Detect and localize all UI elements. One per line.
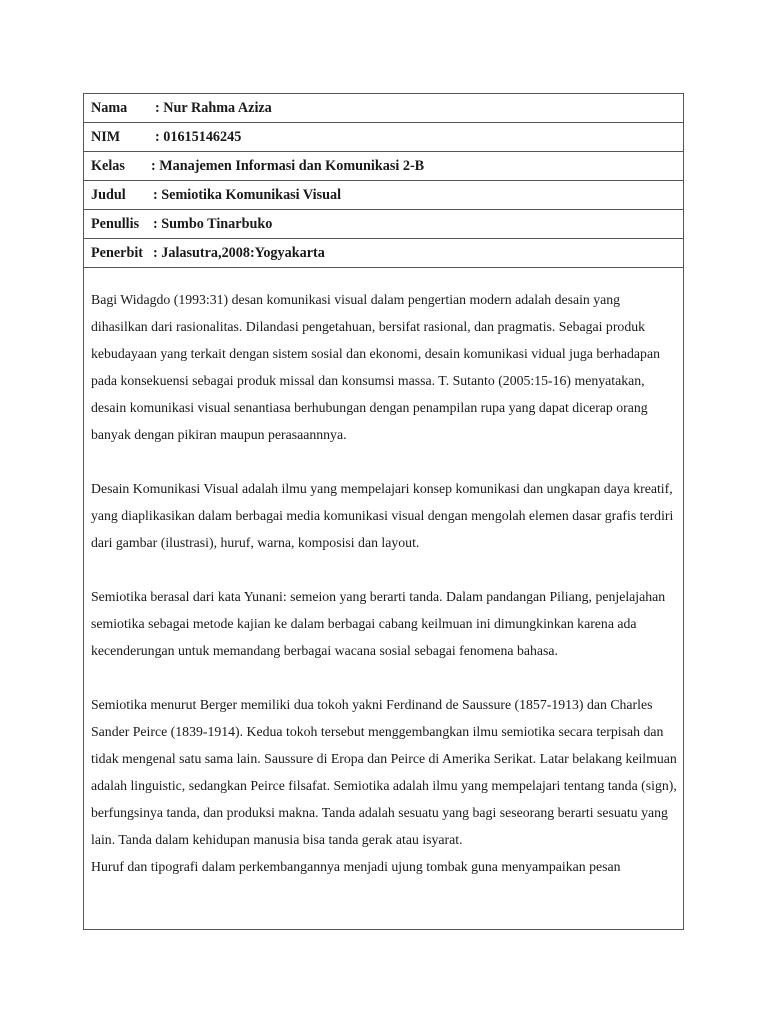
field-value: : Semiotika Komunikasi Visual <box>153 186 342 203</box>
field-row-penerbit <box>84 239 683 268</box>
paragraph: Huruf dan tipografi dalam perkembangannya menjadi ujung tombak guna menyampaikan pesan <box>91 859 621 874</box>
document-table <box>83 93 684 930</box>
field-row-penulis <box>84 210 683 239</box>
field-row-nama <box>84 94 683 123</box>
field-value: : 01615146245 <box>155 128 242 145</box>
paragraph: Semiotika berasal dari kata Yunani: semeion yang berarti tanda. Dalam pandangan Piliang, penjelajahan semiotika sebagai metode kajian ke dalam berbagai cabang keilmuan ini dimungkinkan karena ada kecenderungan untuk memandang berbagai wacana sosial sebagai fenomena bahasa. <box>91 589 666 658</box>
paragraph: Bagi Widagdo (1993:31) desan komunikasi visual dalam pengertian modern adalah desain yang dihasilkan dari rasionalitas. Dilandasi pengetahuan, bersifat rasional, dan pragmatis. Sebagai produk kebudayaan yang terkait dengan sistem sosial dan ekonomi, desain komunikasi vidual juga berhadapan pada konsekuensi sebagai produk missal dan konsumsi massa. T. Sutanto (2005:15-16) menyatakan, desain komunikasi visual senantiasa berhubungan dengan penampilan rupa yang dapat dicerap orang banyak dengan pikiran maupun perasaannnya. <box>91 292 660 442</box>
field-value: : Manajemen Informasi dan Komunikasi 2-B <box>151 157 425 174</box>
field-value: : Sumbo Tinarbuko <box>153 215 273 232</box>
field-value: : Nur Rahma Aziza <box>155 99 272 116</box>
field-row-judul <box>84 181 683 210</box>
field-label: NIM <box>91 128 121 145</box>
field-value: : Jalasutra,2008:Yogyakarta <box>153 244 325 261</box>
paragraph: Desain Komunikasi Visual adalah ilmu yang mempelajari konsep komunikasi dan ungkapan daya kreatif, yang diaplikasikan dalam berbagai media komunikasi visual dengan mengolah elemen dasar grafis terdiri dari gambar (ilustrasi), huruf, warna, komposisi dan layout. <box>91 481 674 550</box>
field-label: Penerbit <box>91 244 144 261</box>
field-label: Penullis <box>91 215 140 232</box>
field-label: Nama <box>91 99 128 116</box>
paragraph: Semiotika menurut Berger memiliki dua tokoh yakni Ferdinand de Saussure (1857-1913) dan Charles Sander Peirce (1839-1914). Kedua tokoh tersebut menggembangkan ilmu semiotika secara terpisah dan tidak mengenal satu sama lain. Saussure di Eropa dan Peirce di Amerika Serikat. Latar belakang keilmuan adalah linguistic, sedangkan Peirce filsafat. Semiotika adalah ilmu yang mempelajari tentang tanda (sign), berfungsinya tanda, dan produksi makna. Tanda adalah sesuatu yang bagi seseorang berarti sesuatu yang lain. Tanda dalam kehidupan manusia bisa tanda gerak atau isyarat. <box>91 697 677 847</box>
summary-body <box>84 268 683 880</box>
field-row-kelas <box>84 152 683 181</box>
field-label: Kelas <box>91 157 125 174</box>
field-row-nim <box>84 123 683 152</box>
field-label: Judul <box>91 186 126 203</box>
